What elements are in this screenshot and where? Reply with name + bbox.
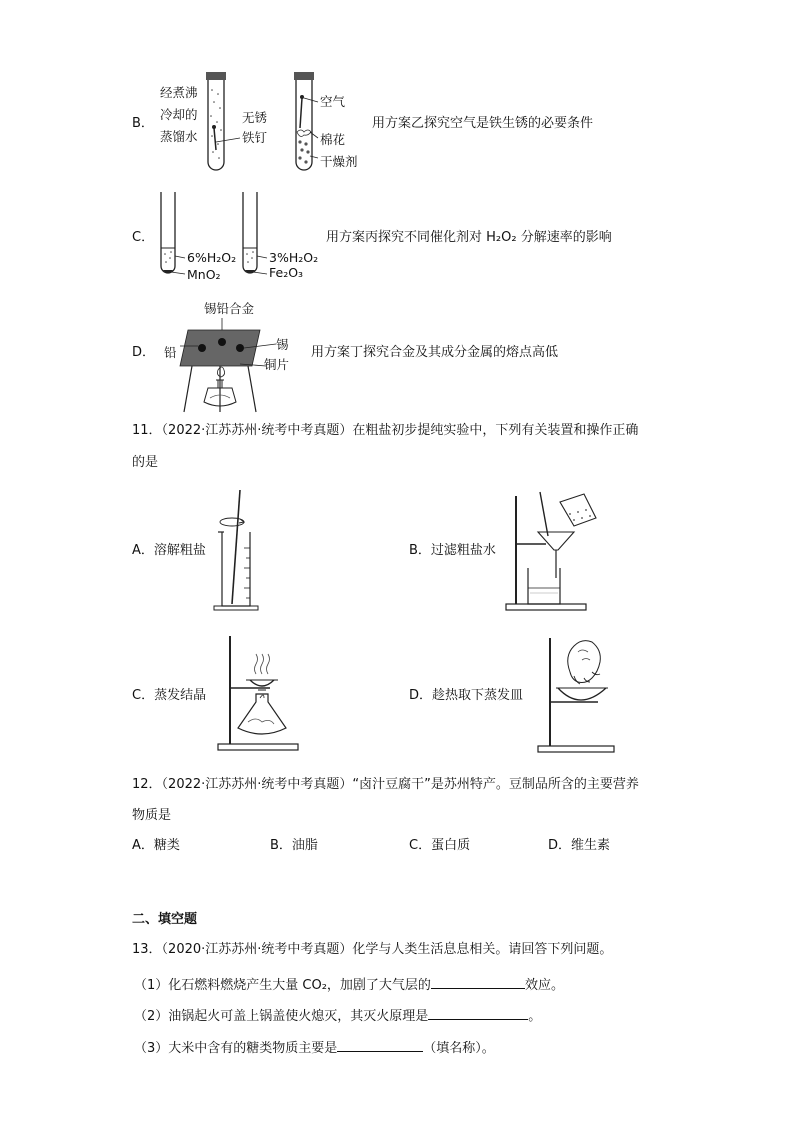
q13-part3-blank[interactable] xyxy=(337,1037,423,1052)
alloy-heating-figure xyxy=(180,318,280,413)
q13-part3-prefix: （3）大米中含有的糖类物质主要是 xyxy=(134,1041,338,1056)
evaporation-figure xyxy=(212,630,322,752)
q11-option-b[interactable]: B．过滤粗盐水 xyxy=(409,543,496,558)
option-d-text: 用方案丁探究合金及其成分金属的熔点高低 xyxy=(311,345,559,360)
q13-part3-suffix: （填名称）。 xyxy=(423,1041,495,1056)
q13-part1-suffix: 效应。 xyxy=(524,978,564,993)
option-c-text: 用方案丙探究不同催化剂对 H₂O₂ 分解速率的影响 xyxy=(326,230,612,245)
nail-label-line2: 铁钉 xyxy=(242,130,268,145)
tube-c1-bottom-label: MnO₂ xyxy=(187,267,221,282)
tin-label: 锡 xyxy=(276,337,289,352)
q12-stem-line2: 物质是 xyxy=(132,808,172,823)
q13-part1-blank[interactable] xyxy=(431,974,525,989)
q13-part1 xyxy=(134,974,564,994)
filtering-figure xyxy=(500,488,610,613)
tube1-label-line3: 蒸馏水 xyxy=(160,129,198,144)
q13-stem: 13．（2020·江苏苏州·统考中考真题）化学与人类生活息息相关。请回答下列问题。 xyxy=(132,942,613,957)
tube-c2-top-label: 3%H₂O₂ xyxy=(269,250,319,265)
alloy-label: 锡铅合金 xyxy=(204,301,255,316)
tube1-label-line1: 经煮沸 xyxy=(160,85,198,100)
lead-label: 铅 xyxy=(164,345,177,360)
q12-option-d[interactable]: D．维生素 xyxy=(548,838,611,853)
tube2-label-air: 空气 xyxy=(320,94,346,109)
q12-option-a[interactable]: A．糖类 xyxy=(132,838,180,853)
q12-option-b[interactable]: B．油脂 xyxy=(270,838,318,853)
option-d-letter: D． xyxy=(132,345,156,360)
section-heading: 二、填空题 xyxy=(132,912,198,927)
option-b-text: 用方案乙探究空气是铁生锈的必要条件 xyxy=(372,116,594,131)
q13-part2-suffix: 。 xyxy=(528,1009,542,1024)
copper-plate-label: 铜片 xyxy=(264,357,290,372)
q12-stem-line1: 12．（2022·江苏苏州·统考中考真题）“卤汁豆腐干”是苏州特产。豆制品所含的主要营养 xyxy=(132,777,639,792)
tube2-label-cotton: 棉花 xyxy=(320,132,346,147)
tube2-label-desiccant: 干燥剂 xyxy=(320,154,358,169)
option-c-letter: C． xyxy=(132,230,155,245)
option-b-letter: B． xyxy=(132,116,154,131)
q11-stem-line1: 11．（2022·江苏苏州·统考中考真题）在粗盐初步提纯实验中，下列有关装置和操作正确 xyxy=(132,423,639,438)
nail-label-line1: 无锈 xyxy=(242,110,268,125)
q11-stem-line2: 的是 xyxy=(132,455,159,470)
q12-option-c[interactable]: C．蛋白质 xyxy=(409,838,471,853)
q11-option-c[interactable]: C．蒸发结晶 xyxy=(132,688,207,703)
dissolving-figure xyxy=(210,488,260,613)
tube1-label-line2: 冷却的 xyxy=(160,107,198,122)
tube-c2-bottom-label: Fe₂O₃ xyxy=(269,265,304,280)
removing-dish-figure xyxy=(532,632,622,754)
q13-part3 xyxy=(134,1037,495,1057)
tube-c1-top-label: 6%H₂O₂ xyxy=(187,250,237,265)
q11-option-a[interactable]: A．溶解粗盐 xyxy=(132,543,206,558)
q13-part2-blank[interactable] xyxy=(428,1005,528,1020)
q13-part2 xyxy=(134,1005,541,1025)
q11-option-d[interactable]: D．趁热取下蒸发皿 xyxy=(409,688,524,703)
q13-part1-prefix: （1）化石燃料燃烧产生大量 CO₂，加剧了大气层的 xyxy=(134,978,431,993)
q13-part2-prefix: （2）油锅起火可盖上锅盖使火熄灭，其灭火原理是 xyxy=(134,1009,429,1024)
